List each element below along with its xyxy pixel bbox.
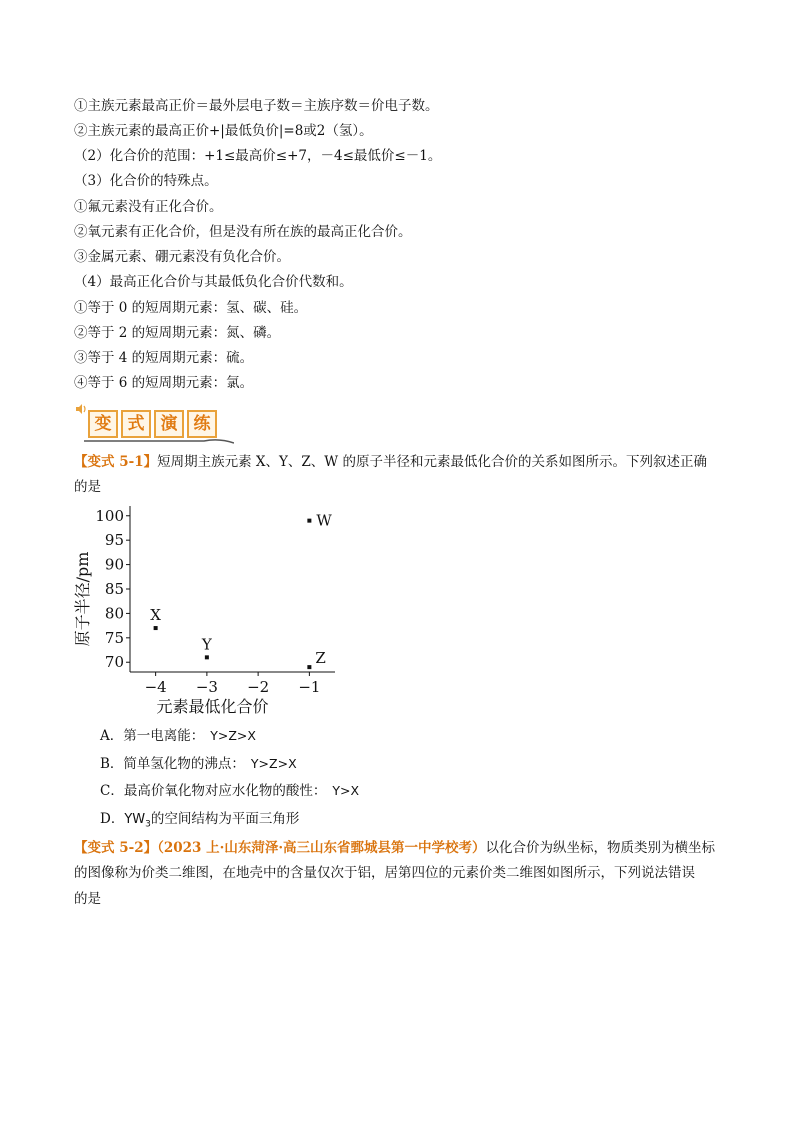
banner-char-1: 变 <box>88 410 118 438</box>
option-b-value: Y>Z>X <box>250 756 297 771</box>
option-c-value: Y>X <box>332 783 360 798</box>
banner-underline <box>84 438 234 444</box>
y-tick-label: 90 <box>104 555 124 574</box>
summary-line-11: ③等于 4 的短周期元素：硫。 <box>74 350 254 366</box>
radius-valence-chart <box>60 500 360 720</box>
question-5-2-line-1 <box>74 838 715 858</box>
data-point-label-w: W <box>316 511 332 530</box>
option-c-letter: C． <box>100 783 124 799</box>
data-point-label-y: Y <box>201 635 212 654</box>
y-axis-title: 原子半径/pm <box>73 551 92 647</box>
summary-line-10: ②等于 2 的短周期元素：氮、磷。 <box>74 325 281 341</box>
option-d-subscript: 3 <box>145 819 151 830</box>
summary-line-9: ①等于 0 的短周期元素：氢、碳、硅。 <box>74 300 308 316</box>
summary-line-6: ②氧元素有正化合价，但是没有所在族的最高正化合价。 <box>74 224 412 240</box>
banner-char-4: 练 <box>187 410 217 438</box>
question-5-1-stem: 短周期主族元素 X、Y、Z、W 的原子半径和元素最低化合价的关系如图所示。下列叙述正确 <box>157 454 707 470</box>
option-d[interactable] <box>100 809 299 835</box>
option-b-letter: B． <box>100 756 124 772</box>
option-c-text: 最高价氧化物对应水化物的酸性： <box>123 783 327 799</box>
y-tick-label: 75 <box>104 628 124 647</box>
summary-line-4: （3）化合价的特殊点。 <box>74 173 218 189</box>
question-5-1-tag: 【变式 5-1】 <box>74 454 158 470</box>
option-d-text: 的空间结构为平面三角形 <box>150 811 300 827</box>
banner-char-2: 式 <box>121 410 151 438</box>
summary-line-2: ②主族元素的最高正价+|最低负价|=8或2（氢）。 <box>74 123 373 139</box>
y-tick-label: 70 <box>104 653 124 672</box>
data-point-y <box>205 655 209 659</box>
option-b-text: 简单氢化物的沸点： <box>123 756 245 772</box>
summary-line-3: （2）化合价的范围：+1≤最高价≤+7，－4≤最低价≤－1。 <box>74 148 442 164</box>
option-d-letter: D． <box>100 811 125 827</box>
question-5-1-line-1 <box>74 452 707 472</box>
summary-line-12: ④等于 6 的短周期元素：氯。 <box>74 375 254 391</box>
summary-line-5: ①氟元素没有正化合价。 <box>74 199 223 215</box>
option-d-formula: YW <box>124 812 146 827</box>
option-a-value: Y>Z>X <box>210 728 256 743</box>
option-c[interactable] <box>100 781 359 801</box>
y-tick-label: 100 <box>95 506 124 525</box>
summary-line-7: ③金属元素、硼元素没有负化合价。 <box>74 249 290 265</box>
option-a-text: 第一电离能： <box>123 728 205 744</box>
summary-line-8: （4）最高正化合价与其最低负化合价代数和。 <box>74 274 353 290</box>
y-tick-label: 95 <box>104 531 124 550</box>
x-axis-title: 元素最低化合价 <box>156 697 269 716</box>
x-tick-label: −1 <box>298 678 321 696</box>
data-point-z <box>307 665 311 669</box>
banner-char-3: 演 <box>154 410 184 438</box>
option-a[interactable] <box>100 726 256 746</box>
question-5-2-tag: 【变式 5-2】 <box>74 840 158 856</box>
data-point-label-x: X <box>150 606 161 625</box>
practice-banner <box>74 400 234 442</box>
question-5-2-line-2: 的图像称为价类二维图，在地壳中的含量仅次于铝，居第四位的元素价类二维图如图所示，下列说法错误 <box>74 865 695 881</box>
data-point-x <box>154 626 158 630</box>
option-b[interactable] <box>100 754 297 774</box>
x-tick-label: −2 <box>247 678 270 696</box>
question-5-2-stem: 以化合价为纵坐标，物质类别为横坐标 <box>485 840 716 856</box>
question-5-2-source: （2023 上·山东菏泽·高三山东省鄄城县第一中学校考） <box>157 840 486 856</box>
x-tick-label: −3 <box>195 678 218 696</box>
summary-line-1: ①主族元素最高正价＝最外层电子数＝主族序数＝价电子数。 <box>74 98 439 114</box>
data-point-label-z: Z <box>315 649 326 668</box>
question-5-2-line-3: 的是 <box>74 891 101 907</box>
y-tick-label: 80 <box>104 604 124 623</box>
speaker-icon <box>74 402 88 416</box>
x-tick-label: −4 <box>144 678 167 696</box>
question-5-1-line-2: 的是 <box>74 479 101 495</box>
data-point-w <box>307 519 311 523</box>
y-tick-label: 85 <box>104 580 124 598</box>
option-a-letter: A． <box>100 728 124 744</box>
